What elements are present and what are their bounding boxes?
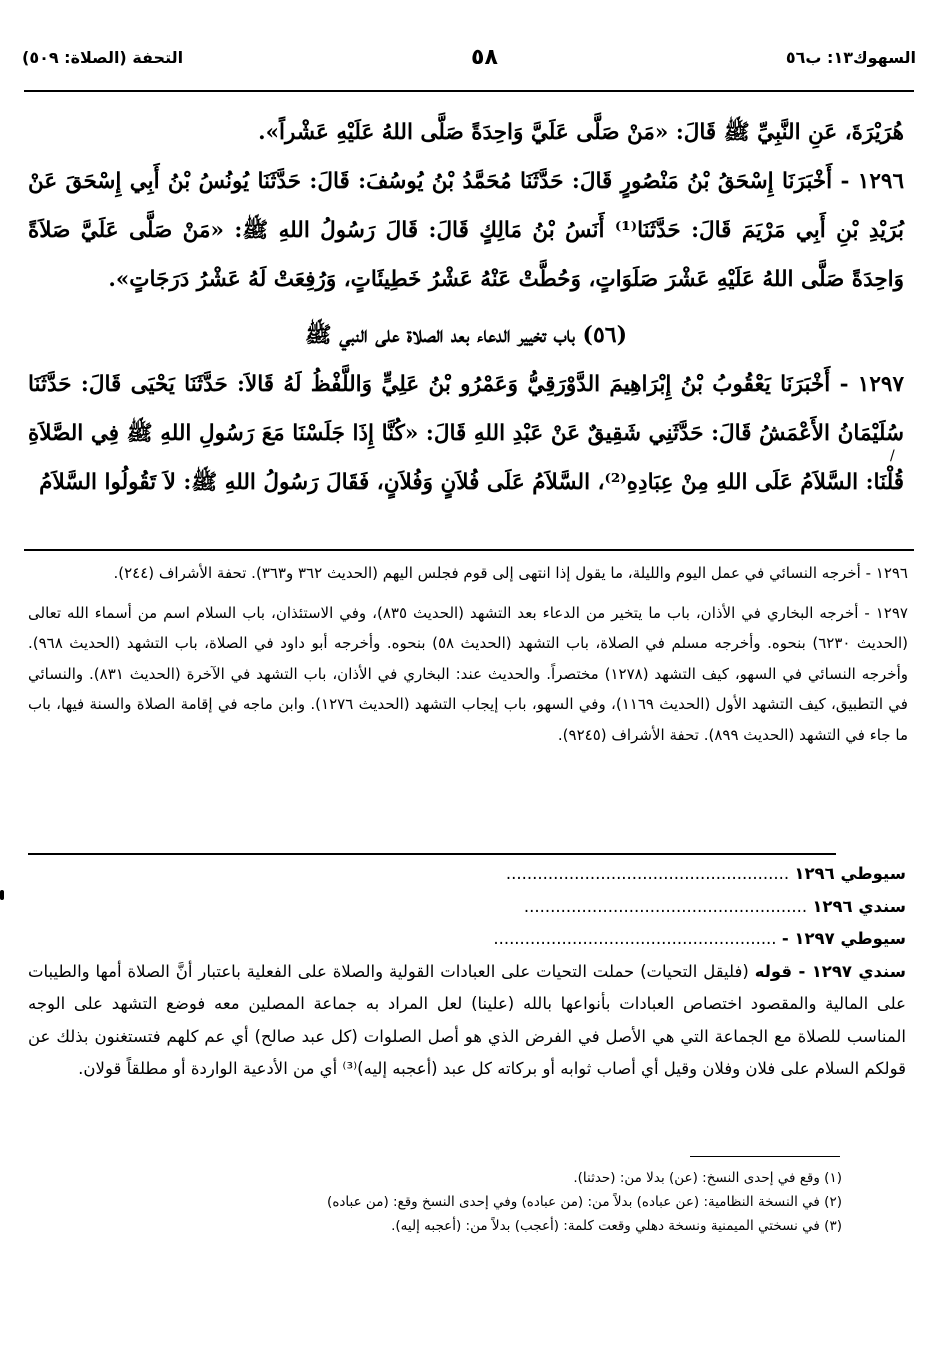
header-reference-left: التحفة (الصلاة: ٥٠٩) (22, 47, 184, 67)
takhrij-1296: ١٢٩٦ - أخرجه النسائي في عمل اليوم والليلة، ما يقول إذا انتهى إلى قوم فجلس اليهم (الحديث ٣٦٢ و٣٦٣). تحفة الأشراف (٢٤٤). (113, 564, 908, 582)
hadith-text (28, 108, 904, 507)
footnote-3: (٣) في نسختي الميمنية ونسخة دهلي وقعت كلمة: (أعجب) بدلاً من: (أعجبه إليه). (391, 1218, 842, 1234)
page-number: ٥٨ (471, 44, 498, 70)
hadith-1297: ١٢٩٧ - أَخْبَرَنَا يَعْقُوبُ بْنُ إِبْرَاهِيمَ الدَّوْرَقِيُّ وَعَمْرُو بْنُ عَلِيٍّ وَاللَّفْظُ لَهُ قَالاَ: حَدَّثَنَا يَحْيَى قَالَ: حَدَّثَنَا سُلَيْمَانُ الأَعْمَشُ قَالَ: حَدَّثَنِي شَقِيقٌ عَنْ عَبْدِ اللهِ قَالَ: «كُنَّا إِذَا جَلَسْنَا مَعَ رَسُولِ اللهِ ﷺ فِي الصَّلاَةِ قُلْنَا: السَّلاَمُ عَلَى اللهِ مِنْ عِبَادِهِ⁽²⁾، السَّلاَمُ عَلَى فُلاَنٍ وَفُلاَنٍ، فَقَالَ رَسُولُ اللهِ ﷺ: لاَ تَقُولُوا السَّلاَمُ (28, 372, 904, 495)
takhrij-section (28, 558, 908, 759)
hadith-1296: ١٢٩٦ - أَخْبَرَنَا إِسْحَقُ بْنُ مَنْصُورٍ قَالَ: حَدَّثَنَا مُحَمَّدُ بْنُ يُوسُفَ: قَالَ: حَدَّثَنَا يُونُسُ بْنُ أَبِي إِسْحَقَ عَنْ بُرَيْدِ بْنِ أَبِي مَرْيَمَ قَالَ: حَدَّثَنَا⁽¹⁾ أَنَسُ بْنُ مَالِكٍ قَالَ: قَالَ رَسُولُ اللهِ ﷺ: «مَنْ صَلَّى عَلَيَّ صَلاَةً وَاحِدَةً صَلَّى اللهُ عَلَيْهِ عَشْرَ صَلَوَاتٍ، وَحُطَّتْ عَنْهُ عَشْرُ خَطِيئَاتٍ، وَرُفِعَتْ لَهُ عَشْرُ دَرَجَاتٍ». (28, 169, 904, 292)
dotted-leader: ...................................................... (523, 896, 808, 916)
dotted-leader: ...................................................... (493, 929, 777, 948)
scan-edge-mark (0, 890, 4, 900)
footnote-2: (٢) في النسخة النظامية: (عن عباده) بدلاً من: (من عباده) وفي إحدى النسخ وقع: (من عباده) (327, 1194, 842, 1210)
chapter-heading: (٥٦) باب تخيير الدعاء بعد الصلاة على النبي ﷺ (304, 322, 628, 348)
dotted-leader: ...................................................... (505, 864, 790, 883)
footnote-divider (690, 1156, 840, 1157)
commentary-label: سندي ١٢٩٧ - قوله (754, 961, 907, 981)
header-reference-right: السهوك١٣: ب٥٦ (785, 47, 916, 67)
page-header (22, 42, 916, 72)
commentary-sindi-1296 (28, 891, 906, 924)
takhrij-1297: ١٢٩٧ - أخرجه البخاري في الأذان، باب ما يتخير من الدعاء بعد التشهد (الحديث ٨٣٥)، وفي الاستئذان، باب السلام اسم من أسماء الله تعالى (الحديث ٦٢٣٠) بنحوه. وأخرجه مسلم في الصلاة، باب التشهد (الحديث ٥٨) بنحوه. وأخرجه أبو داود في الصلاة، باب التشهد (الحديث ٩٦٨). وأخرجه النسائي في السهو، كيف التشهد (١٢٧٨) مختصراً. والحديث عند: البخاري في الأذان، باب التشهد في الآخرة (الحديث ٨٣١). والنسائي في التطبيق، كيف التشهد الأول (الحديث ١١٦٩)، وفي السهو، باب إيجاب التشهد (الحديث ١٢٧٦). وابن ماجه في إقامة الصلاة والسنة فيها، باب ما جاء في التشهد (الحديث ٨٩٩). تحفة الأشراف (٩٢٤٥). (28, 603, 908, 744)
commentary-section (28, 858, 906, 1086)
commentary-label: سيوطي ١٢٩٧ - (781, 929, 906, 948)
takhrij-divider (24, 549, 914, 551)
commentary-divider (28, 853, 836, 855)
commentary-label: سيوطي ١٢٩٦ (794, 864, 906, 883)
hadith-continuation: هُرَيْرَةَ، عَنِ النَّبِيِّ ﷺ قَالَ: «مَنْ صَلَّى عَلَيَّ وَاحِدَةً صَلَّى اللهُ عَلَيْهِ عَشْراً». (258, 120, 904, 145)
footnote-1: (١) وقع في إحدى النسخ: (عن) بدلا من: (حدثنا). (573, 1170, 842, 1186)
commentary-sindi-1297 (28, 956, 906, 1086)
commentary-suyuti-1296 (28, 858, 906, 891)
commentary-body: (فليقل التحيات) حملت التحيات على العبادات القولية والصلاة على الفعلية باعتبار أنَّ الصلاة أمها والطيبات على المالية والمقصود اختصاص العبادات بأنواعها بالله (علينا) لعل المراد به جماعة المصلين معه فوضع التشهد على الوجه المناسب للصلاة مع الجماعة التي هي الأصل في الفرض الذي هو أصل الصلوات (كل عبد صالح) أي عم كلهم فتستغنون بذلك عن قولكم السلام على فلان وفلان وقيل أي أصاب ثوابه أو بركاته كل عبد (أعجبه إليه)⁽³⁾ أي من الأدعية الواردة أو مطلقاً قولان. (28, 961, 906, 1078)
header-divider (24, 90, 914, 92)
commentary-suyuti-1297 (28, 923, 906, 956)
margin-mark: / (890, 448, 895, 464)
footnotes (28, 1166, 842, 1238)
commentary-label: سندي ١٢٩٦ (812, 896, 906, 916)
